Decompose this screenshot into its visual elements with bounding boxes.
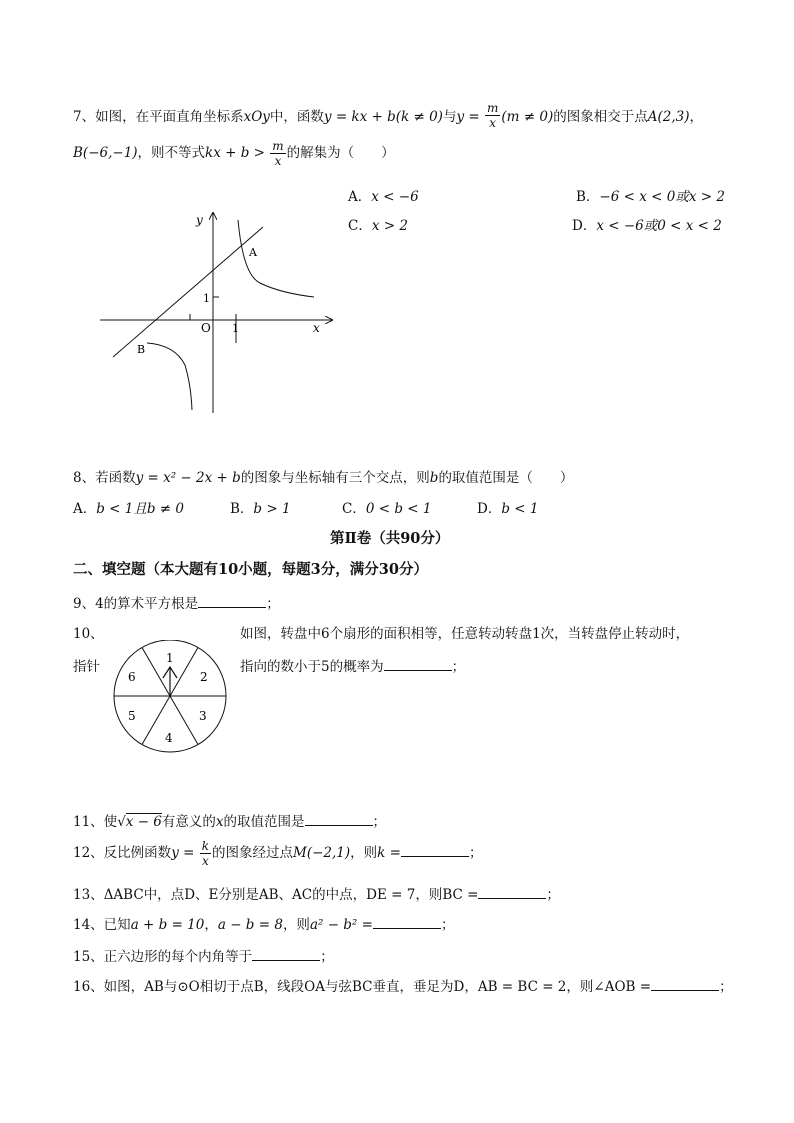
q7-option-d: D．x < −6或0 < x < 2 [572, 218, 722, 234]
q10-answer-blank[interactable] [384, 658, 452, 671]
origin-label: O [201, 321, 211, 335]
q7-line1: 7、如图，在平面直角坐标系xOy中，函数y = kx + b(k ≠ 0)与y = $\frac{m}{x}$ (m ≠ 0)的图象相交于点A(2,3)， [73, 101, 703, 130]
q8-option-c: C．0 < b < 1 [342, 501, 432, 517]
q7-option-a: A．x < −6 [348, 189, 419, 205]
point-b-label: B [137, 343, 146, 356]
q7-option-c: C．x > 2 [348, 218, 408, 234]
q10-text-line1: 如图，转盘中6个扇形的面积相等，任意转动转盘1次，当转盘停止转动时， [240, 626, 690, 642]
sqrt-symbol: √ [117, 814, 126, 830]
q14-answer-blank[interactable] [373, 916, 441, 929]
q10-text-line2: 指向的数小于5的概率为 ； [240, 659, 466, 675]
y-axis-label: y [196, 213, 203, 227]
q10-number: 10、 [73, 626, 104, 642]
q12: 12、反比例函数y = $\frac{k}{x}$ 的图象经过点M(−2,1)，则k = ； [73, 839, 483, 868]
x-one-label: 1 [232, 322, 239, 335]
sector-label-5: 5 [128, 709, 136, 723]
q12-fraction-k-over-x: $\frac{k}{x}$ [201, 839, 209, 868]
q15-answer-blank[interactable] [252, 948, 320, 961]
q7-coordinate-graph [95, 205, 340, 420]
q7-fraction-m-over-x: $\frac{m}{x}$ [487, 101, 499, 130]
q7-option-b: B．−6 < x < 0或x > 2 [576, 189, 725, 205]
q8-option-a: A．b < 1且b ≠ 0 [73, 501, 184, 517]
q12-answer-blank[interactable] [401, 844, 469, 857]
x-axis-label: x [313, 321, 320, 335]
q16: 16、如图，AB与⊙O相切于点B，线段OA与弦BC垂直，垂足为D，AB = BC = 2，则∠AOB = ； [73, 979, 733, 995]
q13: 13、ΔABC中，点D、E分别是AB、AC的中点，DE = 7，则BC = ； [73, 887, 560, 903]
sector-label-3: 3 [199, 709, 207, 723]
q7-fraction-m-over-x-2: $\frac{m}{x}$ [272, 139, 284, 168]
q8-option-d: D．b < 1 [477, 501, 539, 517]
q10-pointer-word: 指针 [73, 659, 100, 675]
linear-function-line [113, 227, 263, 357]
q13-answer-blank[interactable] [478, 886, 546, 899]
q8-option-b: B．b > 1 [230, 501, 291, 517]
q11-answer-blank[interactable] [305, 813, 373, 826]
q8-stem: 8、若函数y = x² − 2x + b的图象与坐标轴有三个交点，则b的取值范围是（ ） [73, 470, 574, 486]
q16-answer-blank[interactable] [651, 978, 719, 991]
q7-line2: B(−6,−1)，则不等式kx + b > $\frac{m}{x}$ 的解集为（ ） [73, 139, 395, 168]
q11: 11、使√x − 6有意义的x的取值范围是 ； [73, 814, 387, 830]
part2-title: 第Ⅱ卷（共90分） [330, 530, 450, 547]
q10-spinner [110, 640, 230, 755]
q9-answer-blank[interactable] [198, 595, 266, 608]
q14: 14、已知a + b = 10，a − b = 8，则a² − b² = ； [73, 917, 455, 933]
sector-label-4: 4 [165, 731, 173, 745]
sector-label-6: 6 [128, 670, 136, 684]
sector-label-1: 1 [166, 651, 174, 665]
point-a-label: A [249, 246, 257, 259]
hyperbola-branch-left [147, 343, 192, 410]
y-one-label: 1 [203, 292, 210, 305]
sector-label-2: 2 [200, 670, 208, 684]
q15: 15、正六边形的每个内角等于 ； [73, 949, 334, 965]
section2-title: 二、填空题（本大题有10小题，每题3分，满分30分） [73, 561, 428, 578]
q9: 9、4的算术平方根是 ； [73, 596, 280, 612]
